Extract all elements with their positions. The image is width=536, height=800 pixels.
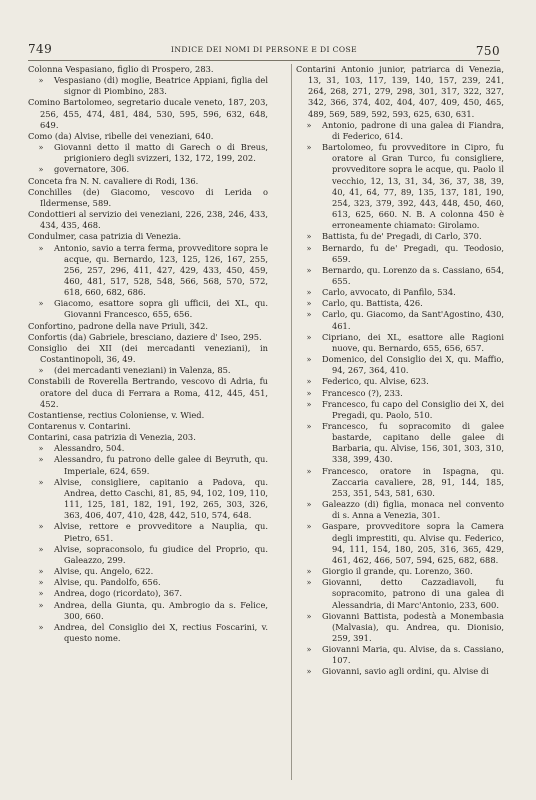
ditto-mark: » — [38, 622, 44, 632]
ditto-mark: » — [38, 243, 44, 253]
index-entry — [296, 611, 504, 644]
index-entry-text: Consiglio dei XII (dei mercadanti veneziani), in Costantinopoli, 36, 49. — [28, 342, 268, 365]
index-entry-text: Condottieri al servizio dei veneziani, 226, 238, 246, 433, 434, 435, 468. — [28, 209, 268, 231]
index-entry — [28, 343, 268, 365]
index-entry-text: Constabili de Roverella Bertrando, vescovo di Adria, fu oratore del duca di Ferrara a Roma, 412, 445, 451, 452. — [28, 376, 268, 409]
index-entry-text: Carlo, qu. Battista, 426. — [322, 298, 423, 309]
index-entry — [296, 644, 504, 666]
index-entry — [296, 142, 504, 231]
index-entry — [28, 477, 268, 522]
index-entry — [28, 298, 268, 320]
left-index-column — [28, 64, 268, 644]
header-rule — [28, 60, 500, 61]
index-entry-text: Alvise, consigliere, capitanio a Padova, qu. Andrea, detto Caschi, 81, 85, 94, 102, 109, 110, 111, 125, 181, 182, 191, 192, 265, 303, 326, 363, 406, 407, 410, 428, 442, 510, 574, 648. — [54, 476, 268, 521]
index-entry — [28, 566, 268, 577]
index-entry — [296, 354, 504, 376]
ditto-mark: » — [38, 299, 44, 309]
ditto-mark: » — [306, 611, 312, 621]
index-entry-text: Andrea, dogo (ricordato), 367. — [54, 588, 183, 599]
column-divider — [291, 64, 292, 780]
index-entry-text: Andrea, della Giunta, qu. Ambrogio da s. Felice, 300, 660. — [54, 599, 268, 621]
index-entry-text: Colonna Vespasiano, figlio di Prospero, 283. — [28, 64, 214, 74]
ditto-mark: » — [38, 455, 44, 465]
ditto-mark: » — [306, 243, 312, 253]
ditto-mark: » — [306, 500, 312, 510]
ditto-mark: » — [306, 377, 312, 387]
ditto-mark: » — [306, 645, 312, 655]
ditto-mark: » — [306, 232, 312, 242]
index-entry-text: Conchilles (de) Giacomo, vescovo di Lerida o Ildermense, 589. — [28, 186, 268, 208]
index-entry-text: Giorgio il grande, qu. Lorenzo, 360. — [322, 566, 473, 577]
ditto-mark: » — [38, 578, 44, 588]
ditto-mark: » — [306, 466, 312, 476]
ditto-mark: » — [38, 600, 44, 610]
index-entry-text: Confortis (da) Gabriele, bresciano, daziere d' Iseo, 295. — [28, 331, 262, 342]
ditto-mark: » — [38, 522, 44, 532]
index-entry — [296, 399, 504, 421]
index-entry-text: Alvise, sopraconsolo, fu giudice del Proprio, qu. Galeazzo, 299. — [54, 543, 268, 565]
ditto-mark: » — [306, 355, 312, 365]
ditto-mark: » — [306, 667, 312, 677]
index-entry — [296, 243, 504, 265]
index-entry — [28, 410, 268, 421]
index-entry-text: Andrea, del Consiglio dei X, rectius Foscarini, v. questo nome. — [54, 621, 268, 643]
ditto-mark: » — [306, 399, 312, 409]
index-entry — [296, 466, 504, 499]
ditto-mark: » — [306, 332, 312, 342]
index-entry — [296, 577, 504, 610]
index-entry — [28, 64, 268, 75]
ditto-mark: » — [306, 522, 312, 532]
index-entry — [28, 164, 268, 175]
index-entry-text: (dei mercadanti veneziani) in Valenza, 85. — [54, 365, 231, 376]
page-header — [28, 42, 500, 60]
right-page-number: 750 — [475, 44, 500, 58]
index-entry-text: Confortino, padrone della nave Priuli, 342. — [28, 320, 208, 331]
index-entry — [28, 187, 268, 209]
index-entry — [296, 120, 504, 142]
running-title: INDICE DEI NOMI DI PERSONE E DI COSE — [170, 45, 358, 54]
index-entry — [296, 666, 504, 677]
index-entry — [296, 499, 504, 521]
index-entry — [28, 454, 268, 476]
index-entry — [296, 64, 504, 120]
index-entry-text: Vespasiano (di) moglie, Beatrice Appiani, figlia del signor di Piombino, 283. — [54, 75, 268, 97]
index-entry-text: Battista, fu de' Pregadi, di Carlo, 370. — [322, 231, 482, 242]
index-entry — [28, 421, 268, 432]
index-entry-text: Bernardo, fu de' Pregadi, qu. Teodosio, 659. — [322, 242, 504, 264]
index-entry — [296, 298, 504, 309]
index-entry — [28, 131, 268, 142]
index-entry — [28, 443, 268, 454]
index-entry — [28, 75, 268, 97]
index-entry-text: Cipriano, dei XL, esattore alle Ragioni nuove, qu. Bernardo, 655, 656, 657. — [322, 331, 504, 353]
index-entry-text: Antonio, padrone di una galea di Fiandra, di Federico, 614. — [322, 119, 504, 141]
index-entry — [28, 600, 268, 622]
index-entry-text: Costantiense, rectius Coloniense, v. Wied. — [28, 409, 205, 420]
index-entry — [28, 321, 268, 332]
index-entry-text: Alvise, qu. Angelo, 622. — [54, 566, 154, 577]
ditto-mark: » — [38, 544, 44, 554]
index-entry-text: Federico, qu. Alvise, 623. — [322, 376, 429, 387]
index-entry-text: Francesco, fu capo del Consiglio dei X, dei Pregadi, qu. Paolo, 510. — [322, 398, 504, 420]
index-entry — [296, 231, 504, 242]
index-entry-text: Carlo, qu. Giacomo, da Sant'Agostino, 430, 461. — [322, 309, 504, 331]
ditto-mark: » — [306, 567, 312, 577]
index-entry-text: Giovanni, detto Cazzadiavoli, fu sopracomito, patrono di una galea di Alessandria, di Marc'Antonio, 233, 600. — [322, 577, 504, 610]
index-entry-text: Contarini, casa patrizia di Venezia, 203. — [28, 432, 196, 443]
ditto-mark: » — [38, 477, 44, 487]
index-entry — [28, 432, 268, 443]
index-entry-text: Alvise, qu. Pandolfo, 656. — [54, 577, 161, 588]
index-entry — [296, 376, 504, 387]
right-index-column — [296, 64, 504, 678]
index-entry-text: Galeazzo (di) figlia, monaca nel convento di s. Anna a Venezia, 301. — [322, 499, 504, 521]
index-entry — [296, 521, 504, 566]
ditto-mark: » — [306, 299, 312, 309]
index-entry-text: Como (da) Alvise, ribelle dei veneziani, 640. — [28, 130, 214, 141]
index-entry — [296, 388, 504, 399]
index-entry-text: Alvise, rettore e provveditore a Nauplia, qu. Pietro, 651. — [54, 521, 268, 543]
ditto-mark: » — [306, 388, 312, 398]
index-entry — [28, 588, 268, 599]
ditto-mark: » — [38, 165, 44, 175]
ditto-mark: » — [38, 444, 44, 454]
left-page-number: 749 — [28, 42, 53, 56]
index-entry-text: Carlo, avvocato, di Panfilo, 534. — [322, 287, 456, 298]
index-entry — [296, 309, 504, 331]
index-entry — [28, 243, 268, 299]
index-entry-text: Contarini Antonio junior, patriarca di Venezia, 13, 31, 103, 117, 139, 140, 157, 239, 241, 264, 268, 271, 279, 298, 301, 317, 322, 327, 342, 366, 374, 402, 404, 407, 409, 450, 465, 489, 569, 589, 592, 593, 625, 630, 631. — [296, 64, 504, 119]
index-entry-text: Francesco, fu sopracomito di galee bastarde, capitano delle galee di Barbaria, qu. Alvise, 156, 301, 303, 310, 338, 399, 430. — [322, 421, 504, 465]
ditto-mark: » — [38, 567, 44, 577]
index-entry-text: Gaspare, provveditore sopra la Camera degli imprestiti, qu. Alvise qu. Federico, 94, 111, 154, 180, 205, 316, 365, 429, 461, 462, 466, 507, 594, 625, 682, 688. — [322, 521, 504, 565]
index-entry-text: governatore, 306. — [54, 164, 130, 175]
ditto-mark: » — [306, 143, 312, 153]
index-entry — [28, 176, 268, 187]
index-entry-text: Bernardo, qu. Lorenzo da s. Cassiano, 654, 655. — [322, 264, 504, 286]
ditto-mark: » — [38, 366, 44, 376]
index-entry — [28, 209, 268, 231]
index-entry — [296, 287, 504, 298]
index-entry — [28, 622, 268, 644]
index-entry-text: Giovanni Maria, qu. Alvise, da s. Cassiano, 107. — [322, 644, 504, 666]
index-entry-text: Alessandro, fu patrono delle galee di Beyruth, qu. Imperiale, 624, 659. — [54, 454, 268, 476]
index-entry-text: Giovanni Battista, podestà a Monembasia (Malvasia), qu. Andrea, qu. Dionisio, 259, 391. — [322, 610, 504, 643]
index-entry-text: Conceta fra N. N. cavaliere di Rodi, 136. — [28, 175, 199, 186]
index-entry-text: Comino Bartolomeo, segretario ducale veneto, 187, 203, 256, 455, 474, 481, 484, 530, 595, 596, 632, 648, 649. — [28, 97, 268, 130]
index-entry-text: Contarenus v. Contarini. — [28, 421, 131, 431]
index-entry — [28, 577, 268, 588]
index-entry-text: Antonio, savio a terra ferma, provveditore sopra le acque, qu. Bernardo, 123, 125, 126, 167, 255, 256, 257, 296, 411, 427, 429, 433, 450, 459, 460, 481, 517, 528, 548, 566, 568, 570, 572, 618, 660, 682, 686. — [54, 242, 268, 298]
index-entry — [296, 265, 504, 287]
ditto-mark: » — [306, 310, 312, 320]
index-entry — [28, 332, 268, 343]
index-entry — [28, 544, 268, 566]
index-entry — [296, 421, 504, 466]
index-entry-text: Bartolomeo, fu provveditore in Cipro, fu oratore al Gran Turco, fu consigliere, provveditore sopra le acque, qu. Paolo il vecchio, 12, 13, 31, 34, 36, 37, 38, 39, 40, 41, 64, 77, 89, 135, 137, 181, 190, 254, 323, 379, 392, 443, 448, 450, 460, 613, 625, 660. N. B. A colonna 450 è erroneamente chiamato: Girolamo. — [322, 142, 504, 231]
index-entry — [28, 521, 268, 543]
index-entry — [28, 142, 268, 164]
index-entry — [28, 231, 268, 242]
index-entry — [28, 365, 268, 376]
ditto-mark: » — [38, 143, 44, 153]
index-entry-text: Domenico, del Consiglio dei X, qu. Maffio, 94, 267, 364, 410. — [322, 354, 504, 376]
ditto-mark: » — [306, 120, 312, 130]
ditto-mark: » — [306, 288, 312, 298]
ditto-mark: » — [306, 265, 312, 275]
index-entry — [296, 332, 504, 354]
index-entry-text: Francesco (?), 233. — [322, 387, 403, 398]
ditto-mark: » — [38, 76, 44, 86]
index-entry-text: Condulmer, casa patrizia di Venezia. — [28, 231, 181, 242]
ditto-mark: » — [38, 589, 44, 599]
index-entry-text: Giacomo, esattore sopra gli ufficii, dei XL, qu. Giovanni Francesco, 655, 656. — [54, 298, 268, 320]
index-entry — [28, 376, 268, 409]
index-entry-text: Francesco, oratore in Ispagna, qu. Zaccaria cavaliere, 28, 91, 144, 185, 253, 351, 543, 581, 630. — [322, 465, 504, 498]
ditto-mark: » — [306, 422, 312, 431]
index-entry-text: Giovanni detto il matto di Garech o di Breus, prigioniero degli svizzeri, 132, 172, 199, 202. — [54, 142, 268, 164]
index-entry — [28, 97, 268, 130]
ditto-mark: » — [306, 578, 312, 588]
index-entry-text: Alessandro, 504. — [54, 443, 125, 454]
index-entry-text: Giovanni, savio agli ordini, qu. Alvise di — [322, 666, 489, 677]
index-entry — [296, 566, 504, 577]
